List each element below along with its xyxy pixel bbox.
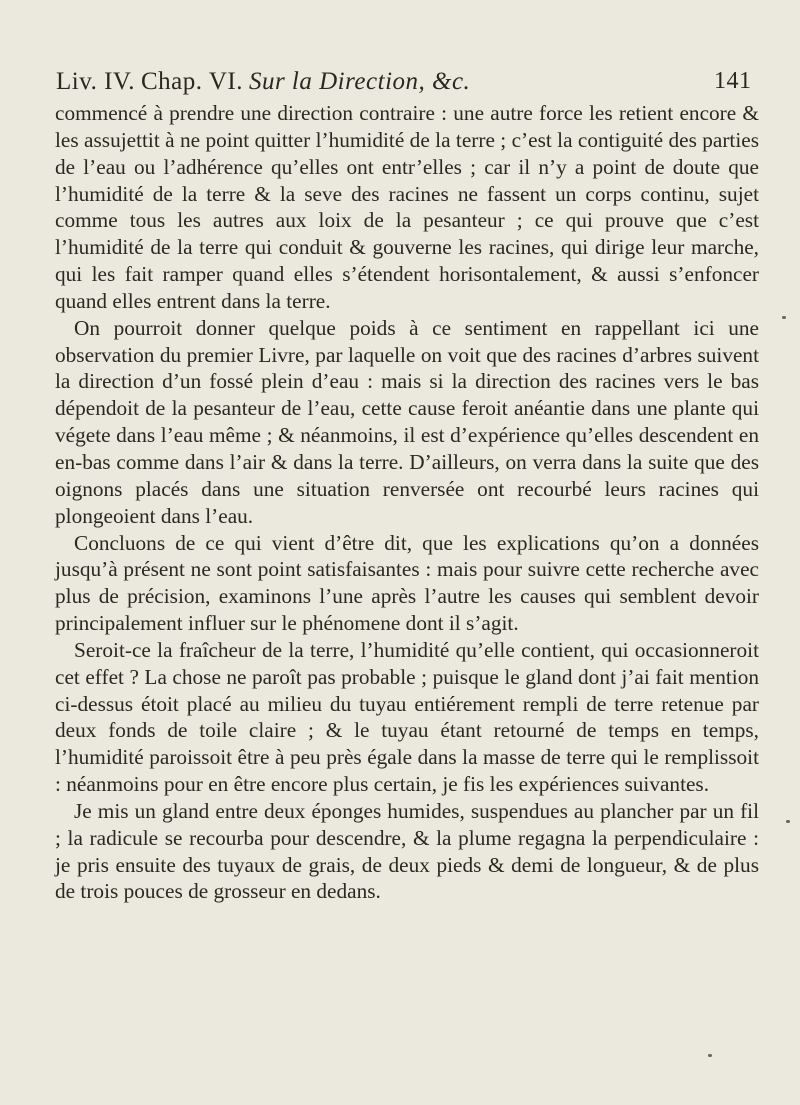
paper-speck <box>786 820 790 823</box>
paper-speck <box>708 1054 712 1057</box>
paragraph: Je mis un gland entre deux éponges humides, suspendues au plancher par un fil ; la radicule se recourba pour descendre, & la plume regagna la perpendiculaire : je pris ensuite des tuyaux de grais, de deux pieds & demi de longueur, & de plus de trois pouces de grosseur en dedans. <box>55 798 759 904</box>
paragraph: Concluons de ce qui vient d’être dit, que les explications qu’on a données jusqu’à présent ne sont point satisfaisantes : mais pour suivre cette recherche avec plus de précision, examinons l’une après l’autre les causes qui semblent devoir principalement influer sur le phénomene dont il s’agit. <box>55 530 759 636</box>
page-number: 141 <box>714 68 752 94</box>
paper-speck <box>782 316 786 319</box>
chapter-title: Sur la Direction, &c. <box>248 68 471 95</box>
chapter-number: Chap. VI. <box>141 68 243 95</box>
book-number: Liv. IV. <box>56 68 135 95</box>
body-text <box>55 100 759 905</box>
paragraph-continued: commencé à prendre une direction contraire : une autre force les retient encore & les assujettit à ne point quitter l’humidité de la terre ; c’est la contiguité des parties de l’eau ou l’adhérence qu’elles ont entr’elles ; car il n’y a point de doute que l’humidité de la terre & la seve des racines ne fassent un corps continu, sujet comme tous les autres aux loix de la pesanteur ; ce qui prouve que c’est l’humidité de la terre qui conduit & gouverne les racines, qui dirige leur marche, qui les fait ramper quand elles s’étendent horisontalement, & aussi s’enfoncer quand elles entrent dans la terre. <box>55 101 759 313</box>
paragraph: On pourroit donner quelque poids à ce sentiment en rappellant ici une observation du premier Livre, par laquelle on voit que des racines d’arbres suivent la direction d’un fossé plein d’eau : mais si la direction des racines vers le bas dépendoit de la pesanteur de l’eau, cette cause feroit anéantie dans une plante qui végete dans l’eau même ; & néanmoins, il est d’expérience qu’elles descendent en en-bas comme dans l’air & dans la terre. D’ailleurs, on verra dans la suite que des oignons placés dans une situation renversée ont recourbé leurs racines qui plongeoient dans l’eau. <box>55 315 759 528</box>
running-head <box>56 68 756 102</box>
paragraph: Seroit-ce la fraîcheur de la terre, l’humidité qu’elle contient, qui occasionneroit cet effet ? La chose ne paroît pas probable ; puisque le gland dont j’ai fait mention ci-dessus étoit placé au milieu du tuyau entiérement rempli de terre retenue par deux fonds de toile claire ; & le tuyau étant retourné de temps en temps, l’humidité paroissoit être à peu près égale dans la masse de terre qui le remplissoit : néanmoins pour en être encore plus certain, je fis les expériences suivantes. <box>55 637 759 797</box>
